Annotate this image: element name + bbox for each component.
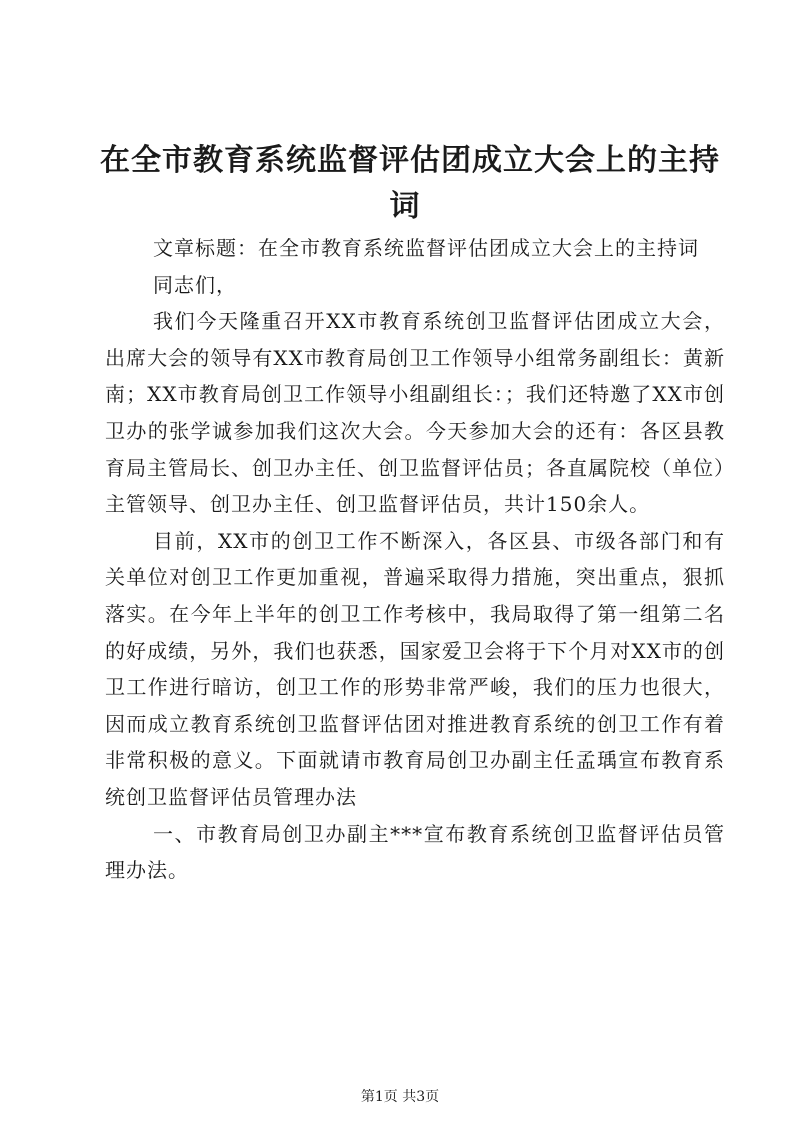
document-title <box>100 138 720 230</box>
paragraph-situation: 目前，XX市的创卫工作不断深入，各区县、市级各部门和有关单位对创卫工作更加重视，普遍采取得力措施，突出重点，狠抓落实。在今年上半年的创卫工作考核中，我局取得了第一组第二名的好成绩，另外，我们也获悉，国家爱卫会将于下个月对XX市的创卫工作进行暗访，创卫工作的形势非常严峻，我们的压力也很大，因而成立教育系统创卫监督评估团对推进教育系统的创卫工作有着非常积极的意义。下面就请市教育局创卫办副主任孟瑀宣布教育系统创卫监督评估员管理办法 <box>105 528 725 809</box>
paragraph-article-title: 文章标题：在全市教育系统监督评估团成立大会上的主持词 <box>153 236 699 260</box>
paragraph-attendees: 我们今天隆重召开XX市教育系统创卫监督评估团成立大会，出席大会的领导有XX市教育局创卫工作领导小组常务副组长：黄新南；XX市教育局创卫工作领导小组副组长：；我们还特邀了XX市创卫办的张学诚参加我们这次大会。今天参加大会的还有：各区县教育局主管局长、创卫办主任、创卫监督评估员；各直属院校（单位）主管领导、创卫办主任、创卫监督评估员，共计150余人。 <box>105 309 725 517</box>
paragraph-agenda-item-1: 一、市教育局创卫办副主***宣布教育系统创卫监督评估员管理办法。 <box>105 821 725 883</box>
document-body <box>105 230 725 889</box>
title-line-1: 在全市教育系统监督评估团成立大会上的主持 <box>100 143 720 178</box>
page-number-footer: 第1页 共3页 <box>360 1089 440 1105</box>
title-line-2: 词 <box>389 189 421 224</box>
paragraph-salutation: 同志们， <box>153 272 237 297</box>
